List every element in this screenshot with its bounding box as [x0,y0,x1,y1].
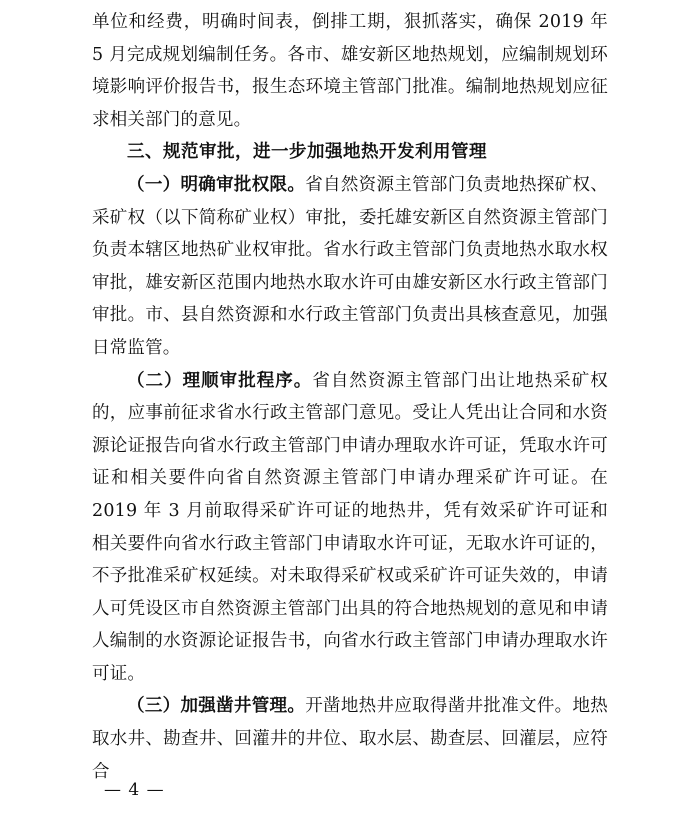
item-body-3: 开凿地热井应取得凿井批准文件。地热取水井、勘查井、回灌井的井位、取水层、勘查层、回灌层，应符合 [92,696,609,782]
item-paragraph-3 [92,690,608,788]
document-page [92,0,608,788]
item-title-3: （三）加强凿井管理。 [127,696,306,717]
section-heading: 三、规范审批，进一步加强地热开发利用管理 [127,142,487,163]
item-body-2: 省自然资源主管部门出让地热采矿权的，应事前征求省水行政主管部门意见。受让人凭出让合同和水资源论证报告向省水行政主管部门申请办理取水许可证，凭取水许可证和相关要件向省自然资源主管部门申请办理采矿许可证。在 2019 年 3 月前取得采矿许可证的地热井，凭有效采矿许可证和相关要件向省水行政主管部门申请取水许可证，无取水许可证的，不予批准采矿权延续。对未取得采矿权或采矿许可证失效的，申请人可凭设区市自然资源主管部门出具的符合地热规划的意见和申请人编制的水资源论证报告书，向省水行政主管部门申请办理取水许可证。 [92,370,609,684]
intro-paragraph: 单位和经费，明确时间表，倒排工期，狠抓落实，确保 2019 年 5 月完成规划编制任务。各市、雄安新区地热规划，应编制规划环境影响评价报告书，报生态环境主管部门批准。编制地热规划应征求相关部门的意见。 [92,12,608,130]
page-number: — 4 — [104,780,165,800]
item-paragraph-1 [92,169,608,365]
item-title-1: （一）明确审批权限。 [127,174,306,195]
item-paragraph-2 [92,365,608,691]
item-title-2: （二）理顺审批程序。 [127,370,313,391]
item-body-1: 省自然资源主管部门负责地热探矿权、采矿权（以下简称矿业权）审批，委托雄安新区自然资源主管部门负责本辖区地热矿业权审批。省水行政主管部门负责地热水取水权审批，雄安新区范围内地热水取水许可由雄安新区水行政主管部门审批。市、县自然资源和水行政主管部门负责出具核查意见，加强日常监管。 [92,174,609,358]
